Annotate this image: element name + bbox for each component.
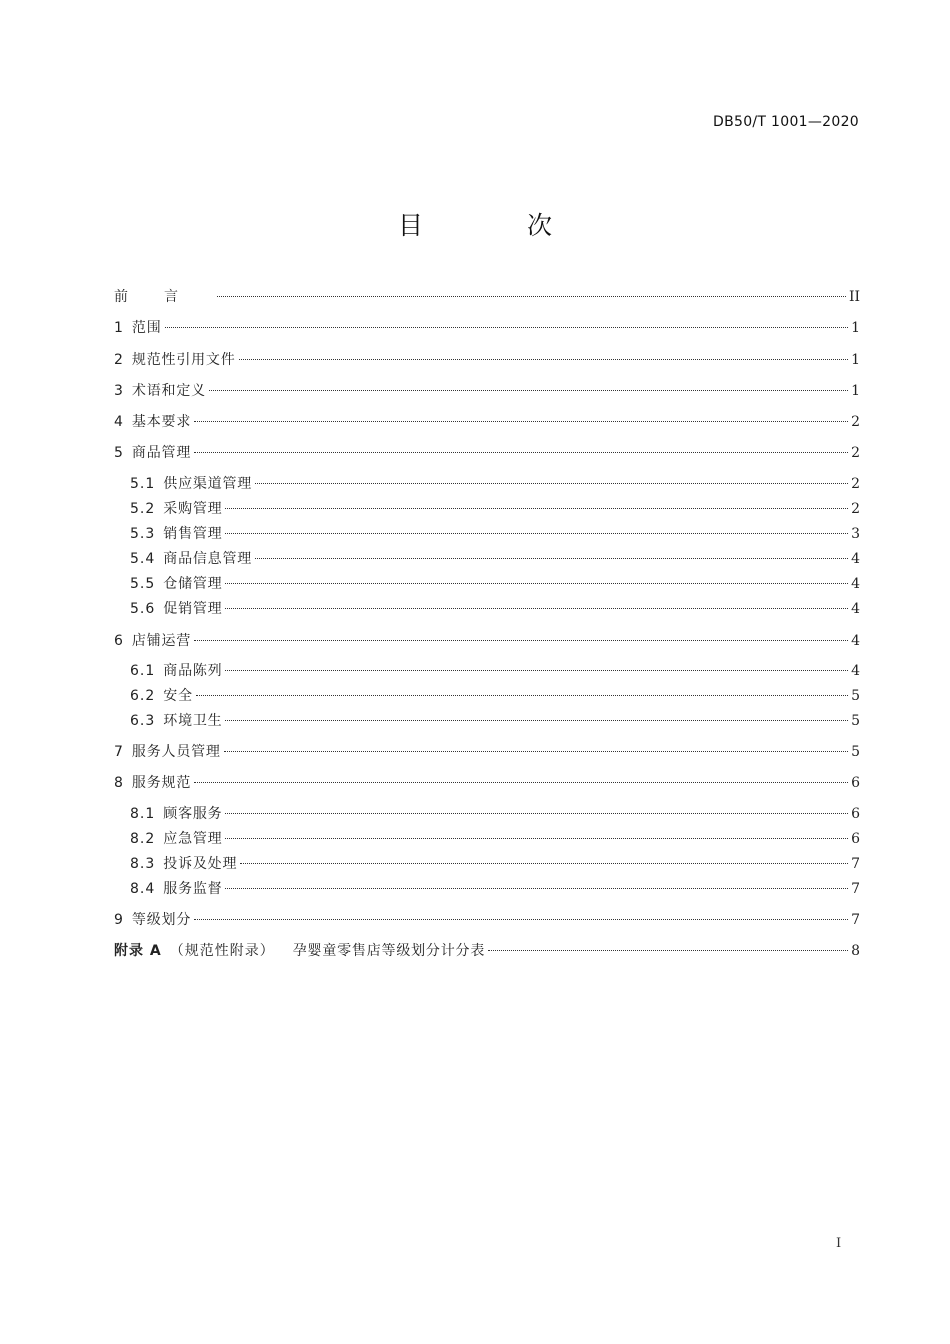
toc-entry[interactable] <box>114 286 860 308</box>
toc-entry-page: 7 <box>851 881 860 897</box>
dot-leader <box>239 359 849 360</box>
toc-entry-page: 4 <box>851 663 860 679</box>
toc-entry-number: 9 <box>114 912 124 928</box>
toc-entry[interactable] <box>130 710 860 732</box>
toc-entry-number: 8.4 <box>130 881 156 897</box>
toc-entry-number: 5.6 <box>130 601 156 617</box>
toc-entry-page: 4 <box>851 551 860 567</box>
toc-entry-page: 2 <box>851 414 860 430</box>
toc-entry-label: 范围 <box>131 320 162 336</box>
toc-entry[interactable] <box>130 573 860 595</box>
toc-entry-label: 投诉及处理 <box>163 856 238 872</box>
dot-leader <box>225 813 848 814</box>
toc-entry[interactable] <box>114 380 860 402</box>
toc-entry-label: 安全 <box>163 688 193 704</box>
toc-entry-page: 2 <box>851 501 860 517</box>
toc-entry-page: 6 <box>851 831 860 847</box>
toc-entry[interactable] <box>130 473 860 495</box>
dot-leader <box>225 508 848 509</box>
toc-entry[interactable] <box>130 878 860 900</box>
toc-entry-page: 7 <box>851 912 860 928</box>
toc-entry-label: 商品陈列 <box>163 663 223 679</box>
toc-entry-number: 5.3 <box>130 526 156 542</box>
toc-entry-page: 2 <box>851 445 860 461</box>
toc-entry[interactable] <box>130 853 860 875</box>
toc-entry-number: 8.3 <box>130 856 156 872</box>
toc-entry-number: 8.1 <box>130 806 156 822</box>
toc-entry[interactable] <box>130 598 860 620</box>
toc-entry-page: 4 <box>851 633 860 649</box>
toc-entry-number: 5.5 <box>130 576 156 592</box>
toc-entry-label: 销售管理 <box>163 526 223 542</box>
toc-entry-page: 7 <box>851 856 860 872</box>
dot-leader <box>225 720 848 721</box>
toc-entry-label: 术语和定义 <box>131 383 206 399</box>
dot-leader <box>194 782 848 783</box>
toc-entry-label: 店铺运营 <box>131 633 192 649</box>
toc-entry[interactable] <box>130 660 860 682</box>
toc-entry-label: 供应渠道管理 <box>163 476 253 492</box>
appendix-type-note: （规范性附录） <box>169 943 275 959</box>
toc-entry-label: 前言 <box>114 289 214 305</box>
toc-entry-page: 6 <box>851 806 860 822</box>
toc-entry-number: 3 <box>114 383 124 399</box>
toc-entry-number: 5.4 <box>130 551 156 567</box>
page-title: 目 次 <box>398 211 600 240</box>
toc-entry-label: 促销管理 <box>163 601 223 617</box>
dot-leader <box>225 608 848 609</box>
toc-entry-label: 仓储管理 <box>163 576 223 592</box>
toc-entry-number: 6.1 <box>130 663 156 679</box>
toc-entry[interactable] <box>114 741 860 763</box>
toc-entry-number: 5.1 <box>130 476 156 492</box>
dot-leader <box>255 558 848 559</box>
toc-entry-appendix[interactable] <box>114 940 860 962</box>
toc-entry[interactable] <box>114 317 860 339</box>
toc-entry-number: 5 <box>114 445 124 461</box>
dot-leader <box>196 695 848 696</box>
toc-entry-page: 4 <box>851 601 860 617</box>
dot-leader <box>240 863 848 864</box>
dot-leader <box>194 421 848 422</box>
toc-entry-number: 8.2 <box>130 831 156 847</box>
dot-leader <box>209 390 848 391</box>
toc-entry-page: 1 <box>851 383 860 399</box>
toc-entry-label: 顾客服务 <box>163 806 223 822</box>
toc-entry-number: 2 <box>114 352 124 368</box>
toc-entry[interactable] <box>130 498 860 520</box>
toc-entry-number: 6 <box>114 633 124 649</box>
toc-entry-page: 2 <box>851 476 860 492</box>
toc-entry[interactable] <box>130 803 860 825</box>
toc-entry-number: 4 <box>114 414 124 430</box>
toc-entry-label: 基本要求 <box>131 414 192 430</box>
dot-leader <box>225 533 848 534</box>
dot-leader <box>225 888 848 889</box>
toc-entry-label: 应急管理 <box>163 831 223 847</box>
toc-entry[interactable] <box>114 349 860 371</box>
toc-entry-label: 环境卫生 <box>163 713 223 729</box>
toc-entry[interactable] <box>114 442 860 464</box>
appendix-number: 附录 A <box>114 943 162 959</box>
toc-entry[interactable] <box>130 548 860 570</box>
toc-entry[interactable] <box>130 828 860 850</box>
toc-entry-number: 6.3 <box>130 713 156 729</box>
dot-leader <box>194 919 848 920</box>
appendix-label: 孕婴童零售店等级划分计分表 <box>292 943 486 959</box>
dot-leader <box>488 950 848 951</box>
toc-entry-number: 7 <box>114 744 124 760</box>
toc-entry[interactable] <box>114 909 860 931</box>
toc-entry[interactable] <box>114 411 860 433</box>
toc-entry-label: 服务监督 <box>163 881 223 897</box>
toc-entry-label: 商品信息管理 <box>163 551 253 567</box>
toc-entry-label: 等级划分 <box>131 912 192 928</box>
toc-entry-number: 6.2 <box>130 688 156 704</box>
toc-entry-label: 商品管理 <box>131 445 192 461</box>
toc-entry-page: 3 <box>851 526 860 542</box>
toc-entry[interactable] <box>114 772 860 794</box>
dot-leader <box>225 838 848 839</box>
toc-entry-number: 1 <box>114 320 124 336</box>
dot-leader <box>255 483 848 484</box>
toc-entry[interactable] <box>114 630 860 652</box>
appendix-page: 8 <box>851 943 860 959</box>
toc-entry-label: 采购管理 <box>163 501 223 517</box>
toc-entry-page: 5 <box>851 713 860 729</box>
toc-entry[interactable] <box>130 523 860 545</box>
toc-entry-page: 1 <box>851 352 860 368</box>
dot-leader <box>224 751 848 752</box>
dot-leader <box>194 640 848 641</box>
document-code: DB50/T 1001—2020 <box>713 114 859 130</box>
toc-entry-page: II <box>848 289 860 305</box>
toc-entry-page: 5 <box>851 744 860 760</box>
toc-entry-page: 4 <box>851 576 860 592</box>
toc-entry-label: 规范性引用文件 <box>131 352 236 368</box>
dot-leader <box>217 296 846 297</box>
toc-entry-number: 5.2 <box>130 501 156 517</box>
dot-leader <box>225 583 848 584</box>
toc-entry-label: 服务规范 <box>131 775 192 791</box>
dot-leader <box>225 670 848 671</box>
toc-entry-page: 1 <box>851 320 860 336</box>
footer-page-number: I <box>836 1236 842 1251</box>
toc-entry-number: 8 <box>114 775 124 791</box>
toc-entry-page: 6 <box>851 775 860 791</box>
toc-entry[interactable] <box>130 685 860 707</box>
dot-leader <box>194 452 848 453</box>
dot-leader <box>165 327 849 328</box>
toc-entry-label: 服务人员管理 <box>131 744 221 760</box>
toc-entry-page: 5 <box>851 688 860 704</box>
